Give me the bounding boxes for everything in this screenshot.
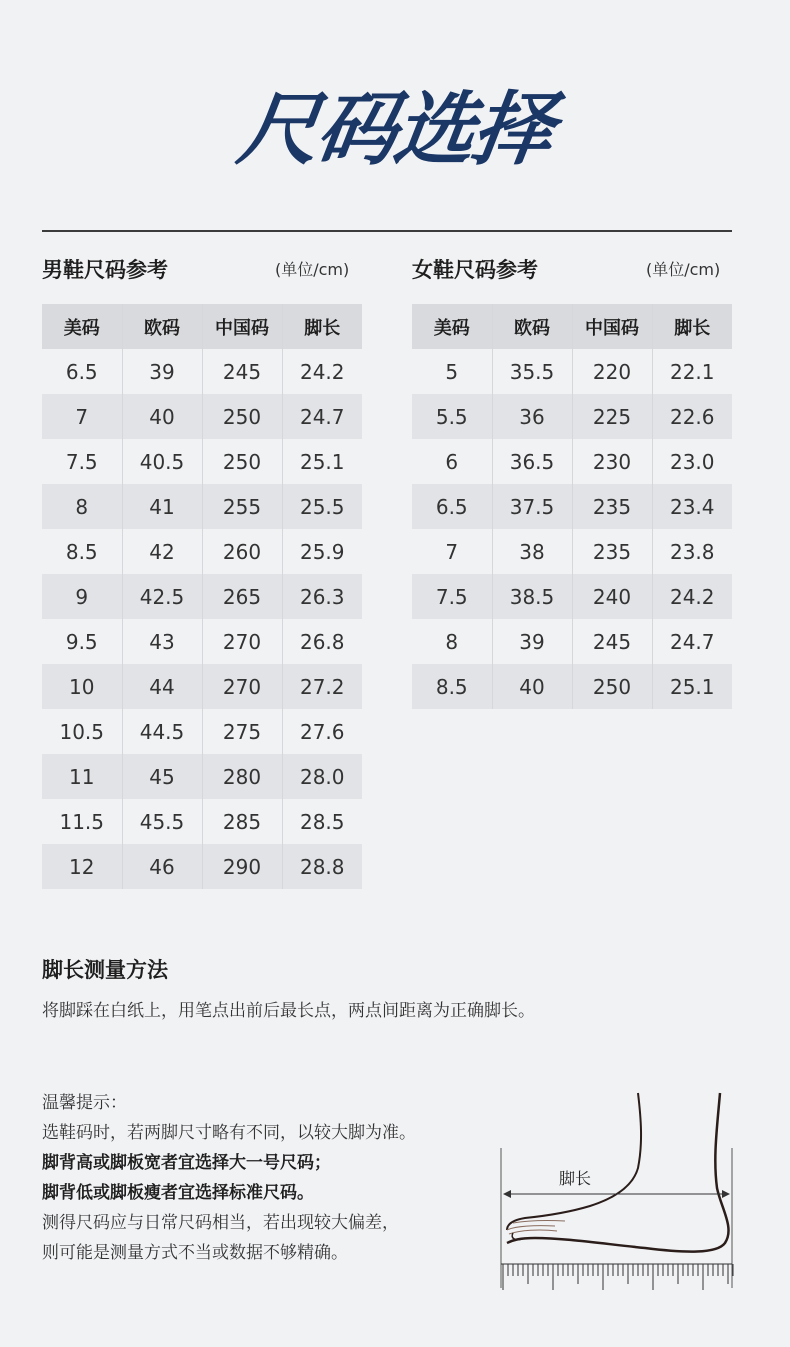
table-cell: 280 xyxy=(202,754,282,799)
table-row xyxy=(42,529,362,574)
table-cell: 40 xyxy=(492,664,572,709)
table-cell: 24.2 xyxy=(652,574,732,619)
table-cell: 7 xyxy=(42,394,122,439)
table-row xyxy=(42,844,362,889)
table-cell: 25.5 xyxy=(282,484,362,529)
column-header: 美码 xyxy=(42,304,122,349)
men-unit-label: (单位/cm) xyxy=(275,260,350,279)
table-cell: 260 xyxy=(202,529,282,574)
women-size-heading: 女鞋尺码参考 xyxy=(412,258,538,282)
table-row xyxy=(42,664,362,709)
table-cell: 8 xyxy=(42,484,122,529)
table-cell: 7.5 xyxy=(412,574,492,619)
tip-line: 脚背低或脚板瘦者宜选择标准尺码。 xyxy=(42,1183,314,1203)
table-cell: 8.5 xyxy=(412,664,492,709)
table-cell: 23.4 xyxy=(652,484,732,529)
table-cell: 44.5 xyxy=(122,709,202,754)
table-row xyxy=(42,439,362,484)
table-cell: 245 xyxy=(202,349,282,394)
table-cell: 23.8 xyxy=(652,529,732,574)
table-cell: 235 xyxy=(572,484,652,529)
table-row xyxy=(42,574,362,619)
foot-ruler-icon xyxy=(495,1088,740,1293)
table-cell: 38.5 xyxy=(492,574,572,619)
table-cell: 10 xyxy=(42,664,122,709)
column-header: 脚长 xyxy=(652,304,732,349)
table-row xyxy=(42,799,362,844)
column-header: 欧码 xyxy=(492,304,572,349)
table-cell: 40.5 xyxy=(122,439,202,484)
column-header: 中国码 xyxy=(202,304,282,349)
table-cell: 39 xyxy=(122,349,202,394)
table-cell: 220 xyxy=(572,349,652,394)
table-cell: 27.2 xyxy=(282,664,362,709)
table-cell: 22.6 xyxy=(652,394,732,439)
table-cell: 24.7 xyxy=(282,394,362,439)
table-cell: 9 xyxy=(42,574,122,619)
tips-section xyxy=(42,1088,482,1268)
table-cell: 24.2 xyxy=(282,349,362,394)
table-cell: 245 xyxy=(572,619,652,664)
table-cell: 10.5 xyxy=(59,719,105,744)
table-cell: 36 xyxy=(492,394,572,439)
men-size-heading: 男鞋尺码参考 xyxy=(42,258,168,282)
table-row xyxy=(42,619,362,664)
table-cell: 225 xyxy=(572,394,652,439)
tip-line: 测得尺码应与日常尺码相当，若出现较大偏差， xyxy=(42,1213,399,1233)
table-cell: 9.5 xyxy=(65,629,98,654)
column-header: 美码 xyxy=(412,304,492,349)
table-cell: 12 xyxy=(42,844,122,889)
table-cell: 11 xyxy=(42,754,122,799)
table-cell: 36.5 xyxy=(492,439,572,484)
table-cell: 230 xyxy=(572,439,652,484)
table-cell: 44 xyxy=(122,664,202,709)
table-row xyxy=(412,619,732,664)
table-cell: 265 xyxy=(202,574,282,619)
table-cell: 275 xyxy=(202,709,282,754)
table-row xyxy=(412,664,732,709)
table-row xyxy=(42,709,362,754)
table-cell: 28.5 xyxy=(282,799,362,844)
table-cell: 25.1 xyxy=(652,664,732,709)
table-cell: 40 xyxy=(122,394,202,439)
page-title: 尺码选择 xyxy=(232,83,558,176)
table-row xyxy=(412,439,732,484)
foot-length-label: 脚长 xyxy=(558,1169,592,1188)
table-row xyxy=(412,349,732,394)
table-cell: 35.5 xyxy=(492,349,572,394)
table-cell: 6 xyxy=(445,449,459,474)
table-cell: 7 xyxy=(445,539,459,564)
women-size-table xyxy=(412,304,732,709)
table-cell: 235 xyxy=(572,529,652,574)
table-cell: 250 xyxy=(202,439,282,484)
men-size-table xyxy=(42,304,362,889)
table-cell: 45.5 xyxy=(122,799,202,844)
table-cell: 41 xyxy=(122,484,202,529)
table-row xyxy=(42,484,362,529)
measure-method-text: 将脚踩在白纸上，用笔点出前后最长点，两点间距离为正确脚长。 xyxy=(42,1001,535,1021)
table-cell: 25.1 xyxy=(282,439,362,484)
table-cell: 26.8 xyxy=(282,619,362,664)
tip-line: 则可能是测量方式不当或数据不够精确。 xyxy=(42,1243,348,1263)
table-cell: 8.5 xyxy=(65,539,98,564)
table-cell: 255 xyxy=(202,484,282,529)
divider xyxy=(42,230,732,232)
women-unit-label: (单位/cm) xyxy=(646,260,721,279)
tip-line: 脚背高或脚板宽者宜选择大一号尺码； xyxy=(42,1153,331,1173)
table-cell: 270 xyxy=(202,619,282,664)
table-cell: 250 xyxy=(202,394,282,439)
table-cell: 37.5 xyxy=(492,484,572,529)
table-cell: 285 xyxy=(202,799,282,844)
table-cell: 28.0 xyxy=(282,754,362,799)
table-cell: 290 xyxy=(202,844,282,889)
table-cell: 27.6 xyxy=(282,709,362,754)
table-cell: 25.9 xyxy=(282,529,362,574)
table-row xyxy=(412,484,732,529)
table-row xyxy=(412,394,732,439)
table-cell: 22.1 xyxy=(652,349,732,394)
table-cell: 250 xyxy=(572,664,652,709)
tips-heading: 温馨提示： xyxy=(42,1093,127,1113)
table-cell: 6.5 xyxy=(412,484,492,529)
table-cell: 45 xyxy=(122,754,202,799)
table-cell: 11.5 xyxy=(59,809,105,834)
column-header: 欧码 xyxy=(122,304,202,349)
table-cell: 46 xyxy=(122,844,202,889)
tip-line: 选鞋码时，若两脚尺寸略有不同，以较大脚为准。 xyxy=(42,1123,416,1143)
table-cell: 7.5 xyxy=(65,449,98,474)
table-cell: 26.3 xyxy=(282,574,362,619)
table-cell: 42.5 xyxy=(122,574,202,619)
measure-method-heading: 脚长测量方法 xyxy=(42,958,168,982)
table-cell: 42 xyxy=(122,529,202,574)
table-row xyxy=(412,574,732,619)
table-cell: 5 xyxy=(445,359,459,384)
table-cell: 28.8 xyxy=(282,844,362,889)
table-row xyxy=(42,394,362,439)
table-row xyxy=(42,754,362,799)
table-row xyxy=(412,529,732,574)
table-header-row xyxy=(412,304,732,349)
table-cell: 43 xyxy=(122,619,202,664)
table-cell: 8 xyxy=(445,629,459,654)
table-cell: 270 xyxy=(202,664,282,709)
table-cell: 38 xyxy=(492,529,572,574)
table-cell: 39 xyxy=(492,619,572,664)
table-cell: 6.5 xyxy=(65,359,98,384)
table-cell: 5.5 xyxy=(412,394,492,439)
column-header: 中国码 xyxy=(572,304,652,349)
column-header: 脚长 xyxy=(282,304,362,349)
table-cell: 24.7 xyxy=(652,619,732,664)
table-header-row xyxy=(42,304,362,349)
table-row xyxy=(42,349,362,394)
table-cell: 240 xyxy=(572,574,652,619)
table-cell: 23.0 xyxy=(652,439,732,484)
